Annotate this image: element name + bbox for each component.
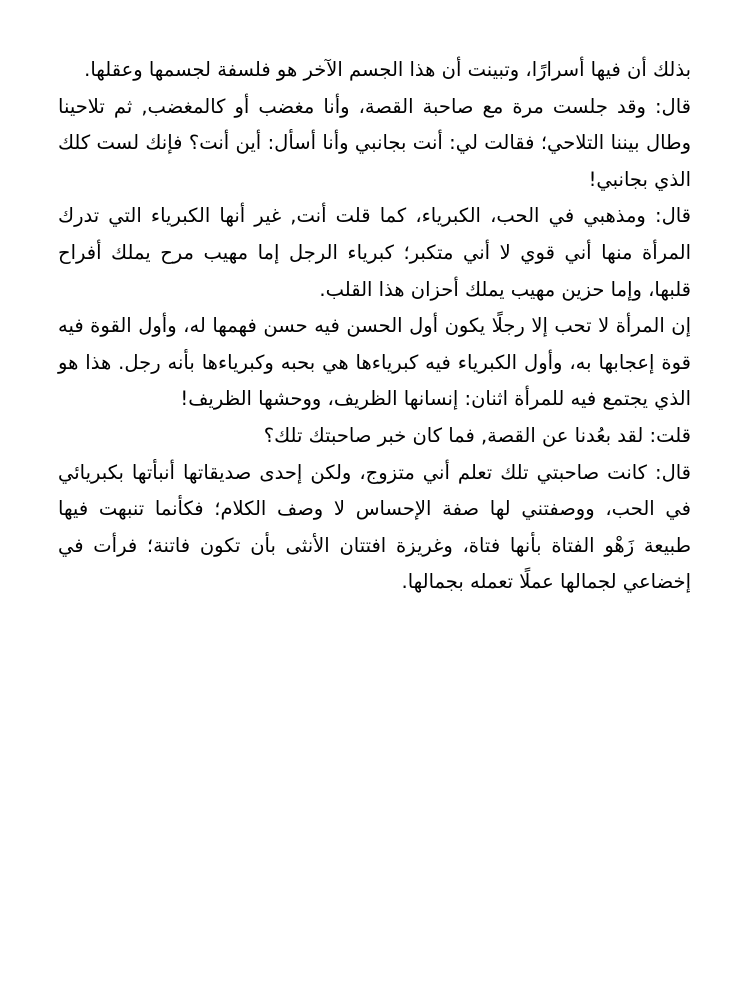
paragraph-4: إن المرأة لا تحب إلا رجلًا يكون أول الحسن فيه حسن فهمها له، وأول القوة فيه قوة إعجابها به، وأول الكبرياء فيه كبرياءها هي بحبه وكبرياءها بأنه رجل. هذا هو الذي يجتمع فيه للمرأة اثنان: إنسانها الظريف، ووحشها الظريف!: [58, 314, 691, 411]
paragraph-6: قال: كانت صاحبتي تلك تعلم أني متزوج، ولكن إحدى صديقاتها أنبأتها بكبريائي في الحب، ووصفتني لها صفة الإحساس لا وصف الكلام؛ فكأنما تنبهت فيها طبيعة زَهْو الفتاة بأنها فتاة، وغريزة افتتان الأنثى بأن تكون فاتنة؛ فرأت في إخضاعي لجمالها عملًا تعمله بجمالها.: [58, 460, 691, 594]
paragraph-3: قال: ومذهبي في الحب، الكبرياء، كما قلت أنت, غير أنها الكبرياء التي تدرك المرأة منها أني قوي لا أني متكبر؛ كبرياء الرجل إما مهيب مرح يملك أفراح قلبها، وإما حزين مهيب يملك أحزان هذا القلب.: [58, 204, 691, 301]
paragraph-1: بذلك أن فيها أسرارًا، وتبينت أن هذا الجسم الآخر هو فلسفة لجسمها وعقلها.: [84, 58, 691, 81]
document-page: [58, 52, 691, 601]
paragraph-5: قلت: لقد بعُدنا عن القصة, فما كان خبر صاحبتك تلك؟: [263, 423, 691, 447]
paragraph-2: قال: وقد جلست مرة مع صاحبة القصة، وأنا مغضب أو كالمغضب, ثم تلاحينا وطال بيننا التلاحي؛ فقالت لي: أنت بجانبي وأنا أسأل: أين أنت؟ فإنك لست كلك الذي بجانبي!: [58, 94, 691, 191]
